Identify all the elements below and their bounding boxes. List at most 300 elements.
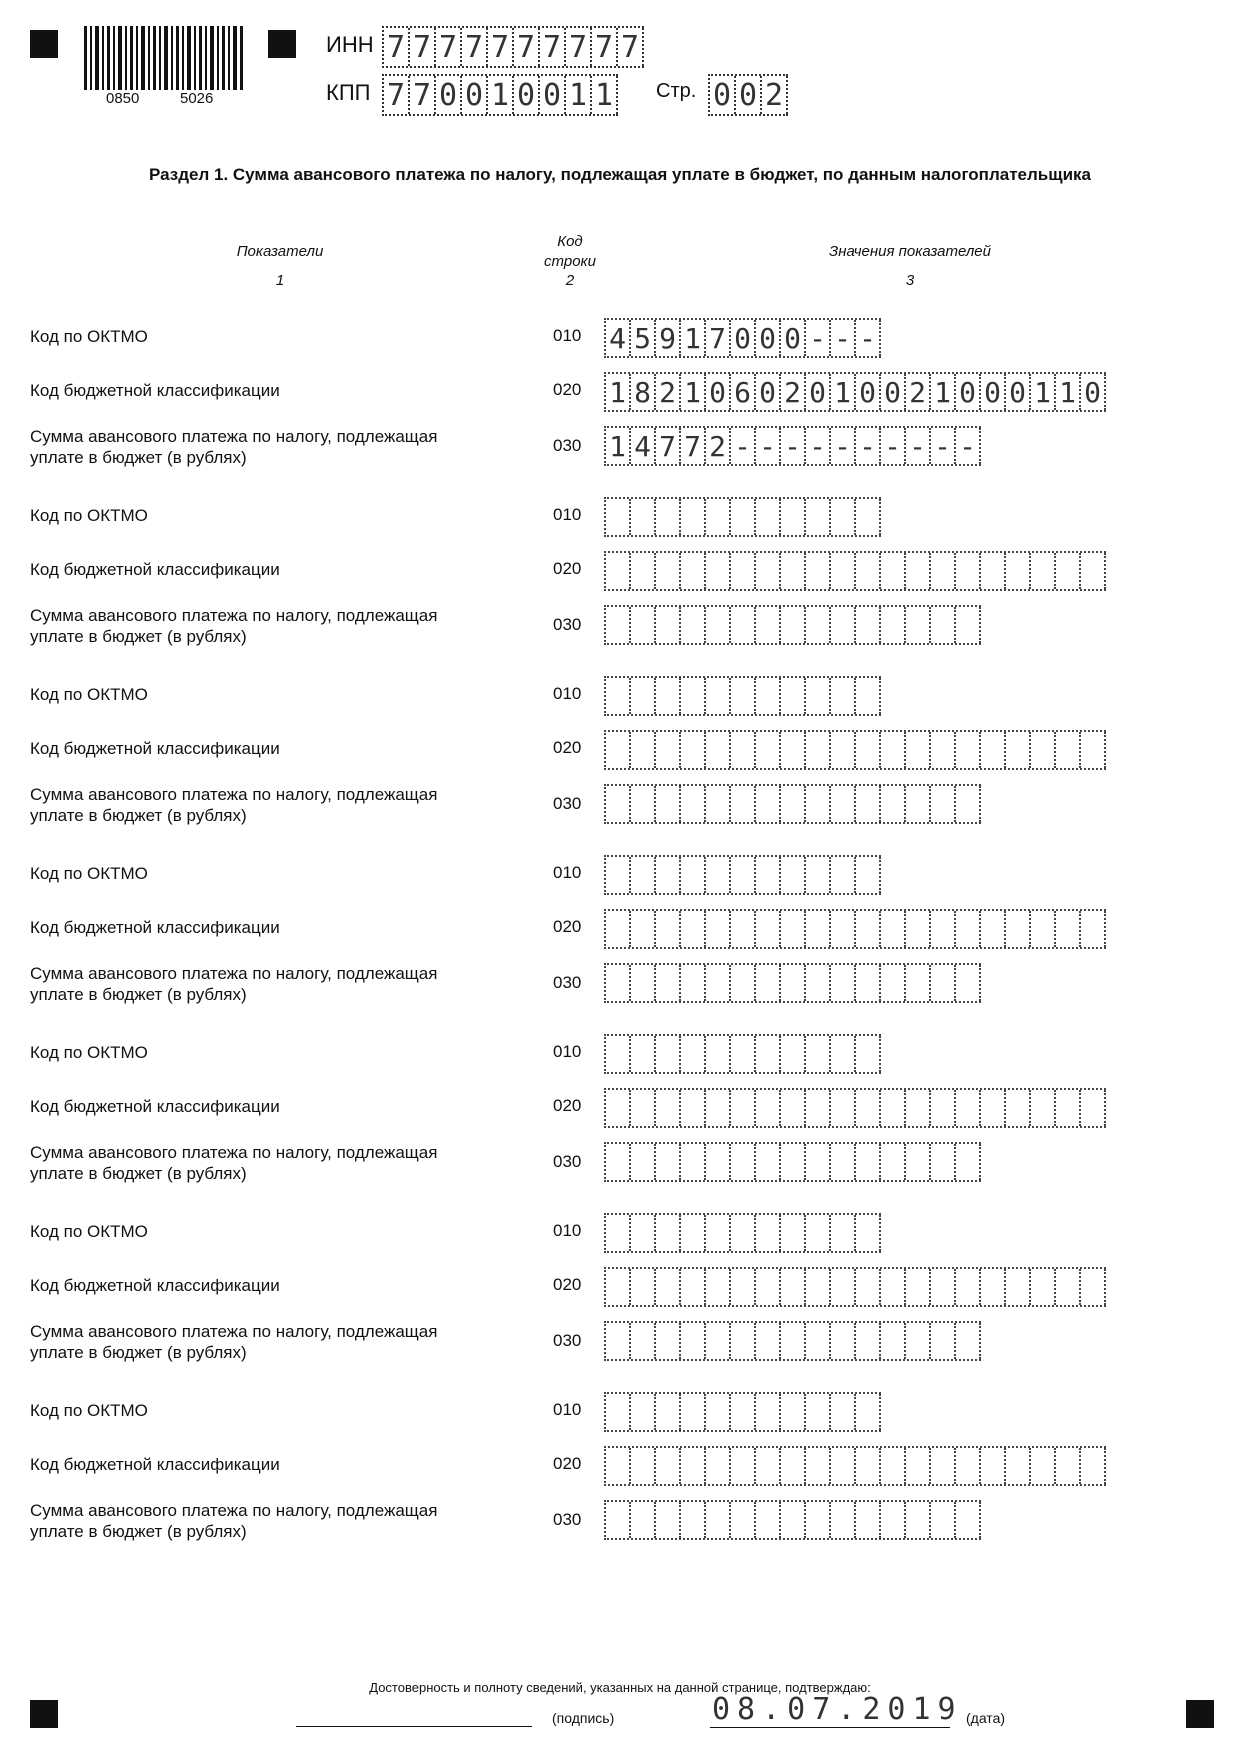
value-cell xyxy=(656,678,681,714)
sum-field[interactable] xyxy=(604,426,981,466)
value-cell xyxy=(781,1394,806,1430)
value-cell: 0 xyxy=(956,374,981,410)
value-cell xyxy=(731,1215,756,1251)
value-cell xyxy=(856,1448,881,1484)
oktmo-label: Код по ОКТМО xyxy=(30,685,148,704)
line-code-010: 010 xyxy=(553,1042,582,1061)
value-cell xyxy=(1056,911,1081,947)
value-cell: 1 xyxy=(606,374,631,410)
value-cell xyxy=(1031,911,1056,947)
value-cell xyxy=(856,965,881,1001)
oktmo-field[interactable] xyxy=(604,676,881,716)
sum-label-line1: Сумма авансового платежа по налогу, подлежащая xyxy=(30,1143,438,1162)
corner-marker-top-left xyxy=(30,30,58,58)
line-code-030: 030 xyxy=(553,436,582,455)
value-cell: 1 xyxy=(931,374,956,410)
value-cell xyxy=(656,553,681,589)
value-cell xyxy=(881,1144,906,1180)
sum-label-line1: Сумма авансового платежа по налогу, подлежащая xyxy=(30,427,438,446)
barcode xyxy=(84,26,244,90)
confirmation-statement: Достоверность и полноту сведений, указанных на данной странице, подтверждаю: xyxy=(369,1680,871,1695)
sum-label xyxy=(30,784,500,826)
value-cell xyxy=(706,1502,731,1538)
value-cell xyxy=(831,911,856,947)
value-cell xyxy=(631,965,656,1001)
kbk-field[interactable] xyxy=(604,551,1106,591)
value-cell xyxy=(906,1090,931,1126)
value-cell xyxy=(956,607,981,643)
sum-label xyxy=(30,1500,500,1542)
value-cell xyxy=(631,857,656,893)
value-cell xyxy=(731,553,756,589)
value-cell xyxy=(856,499,881,535)
value-cell xyxy=(806,1036,831,1072)
value-cell xyxy=(656,1394,681,1430)
value-cell xyxy=(656,911,681,947)
value-cell xyxy=(956,1502,981,1538)
value-cell xyxy=(856,1323,881,1359)
value-cell xyxy=(856,732,881,768)
digit-cell: 7 xyxy=(384,28,410,66)
value-cell xyxy=(1056,1090,1081,1126)
value-cell xyxy=(781,607,806,643)
barcode-number-right: 5026 xyxy=(180,90,214,107)
value-cell xyxy=(881,1323,906,1359)
value-cell: - xyxy=(906,428,931,464)
line-code-030: 030 xyxy=(553,1331,582,1350)
value-cell xyxy=(731,1323,756,1359)
value-cell: 0 xyxy=(856,374,881,410)
value-cell xyxy=(706,732,731,768)
value-cell xyxy=(931,1090,956,1126)
digit-cell: 1 xyxy=(566,76,592,114)
value-cell xyxy=(681,965,706,1001)
value-cell xyxy=(681,1269,706,1305)
value-cell xyxy=(606,786,631,822)
value-cell xyxy=(856,1144,881,1180)
value-cell xyxy=(631,1215,656,1251)
signature-line[interactable] xyxy=(296,1726,532,1727)
value-cell xyxy=(756,1323,781,1359)
value-cell: 2 xyxy=(781,374,806,410)
value-cell xyxy=(681,553,706,589)
column-1-number: 1 xyxy=(275,272,285,289)
value-cell xyxy=(756,1090,781,1126)
corner-marker-bottom-right xyxy=(1186,1700,1214,1728)
line-code-030: 030 xyxy=(553,1510,582,1529)
value-cell xyxy=(906,553,931,589)
oktmo-label: Код по ОКТМО xyxy=(30,327,148,346)
value-cell xyxy=(1006,1269,1031,1305)
value-cell xyxy=(731,1394,756,1430)
kbk-field[interactable] xyxy=(604,730,1106,770)
value-cell: - xyxy=(806,428,831,464)
value-cell xyxy=(956,786,981,822)
value-cell xyxy=(781,1090,806,1126)
digit-cell: 2 xyxy=(762,76,788,114)
value-cell xyxy=(681,1144,706,1180)
value-cell xyxy=(731,607,756,643)
digit-cell: 7 xyxy=(384,76,410,114)
kbk-field[interactable] xyxy=(604,1446,1106,1486)
oktmo-field[interactable] xyxy=(604,318,881,358)
value-cell: 1 xyxy=(1056,374,1081,410)
line-code-030: 030 xyxy=(553,973,582,992)
value-cell xyxy=(1081,911,1106,947)
value-cell xyxy=(756,1036,781,1072)
value-cell xyxy=(931,1323,956,1359)
oktmo-label: Код по ОКТМО xyxy=(30,506,148,525)
kbk-field[interactable] xyxy=(604,372,1106,412)
value-cell xyxy=(856,1394,881,1430)
digit-cell: 7 xyxy=(618,28,644,66)
oktmo-field[interactable] xyxy=(604,855,881,895)
value-cell xyxy=(931,911,956,947)
value-cell xyxy=(781,1323,806,1359)
value-cell xyxy=(631,553,656,589)
sum-label xyxy=(30,963,500,1005)
value-cell xyxy=(781,1144,806,1180)
value-cell xyxy=(831,553,856,589)
value-cell xyxy=(831,1215,856,1251)
column-3-title: Значения показателей xyxy=(828,243,991,260)
value-cell xyxy=(781,1269,806,1305)
kpp-field[interactable] xyxy=(382,74,618,116)
value-cell xyxy=(956,1090,981,1126)
value-cell xyxy=(731,678,756,714)
value-cell: 0 xyxy=(756,320,781,356)
line-code-010: 010 xyxy=(553,505,582,524)
sum-label xyxy=(30,426,500,468)
value-cell xyxy=(606,1448,631,1484)
value-cell xyxy=(606,607,631,643)
value-cell xyxy=(731,1502,756,1538)
line-code-010: 010 xyxy=(553,863,582,882)
value-cell: 9 xyxy=(656,320,681,356)
kbk-field[interactable] xyxy=(604,1267,1106,1307)
page-number-field[interactable] xyxy=(708,74,788,116)
value-cell xyxy=(806,965,831,1001)
value-cell xyxy=(756,607,781,643)
value-cell xyxy=(606,553,631,589)
value-cell xyxy=(856,1215,881,1251)
value-cell xyxy=(806,732,831,768)
value-cell: 7 xyxy=(706,320,731,356)
sum-label-line2: уплате в бюджет (в рублях) xyxy=(30,448,247,467)
value-cell xyxy=(731,499,756,535)
line-code-010: 010 xyxy=(553,1221,582,1240)
value-cell xyxy=(956,553,981,589)
value-cell xyxy=(731,1036,756,1072)
value-cell xyxy=(1031,1090,1056,1126)
value-cell xyxy=(856,1502,881,1538)
oktmo-field[interactable] xyxy=(604,1034,881,1074)
value-cell xyxy=(731,1448,756,1484)
value-cell xyxy=(781,965,806,1001)
value-cell xyxy=(656,1323,681,1359)
oktmo-label: Код по ОКТМО xyxy=(30,1043,148,1062)
sum-label-line1: Сумма авансового платежа по налогу, подлежащая xyxy=(30,785,438,804)
sum-label-line2: уплате в бюджет (в рублях) xyxy=(30,1343,247,1362)
sum-label-line1: Сумма авансового платежа по налогу, подлежащая xyxy=(30,606,438,625)
value-cell: 1 xyxy=(831,374,856,410)
value-cell xyxy=(756,965,781,1001)
value-cell xyxy=(981,1269,1006,1305)
value-cell xyxy=(756,1215,781,1251)
value-cell: - xyxy=(731,428,756,464)
column-1-title: Показатели xyxy=(236,243,324,260)
inn-field[interactable] xyxy=(382,26,644,68)
line-code-020: 020 xyxy=(553,380,582,399)
line-code-030: 030 xyxy=(553,615,582,634)
value-cell xyxy=(1081,1448,1106,1484)
value-cell xyxy=(606,1036,631,1072)
value-cell xyxy=(1081,553,1106,589)
page-label: Стр. xyxy=(656,80,697,102)
digit-cell: 0 xyxy=(736,76,762,114)
value-cell xyxy=(656,1036,681,1072)
kbk-field[interactable] xyxy=(604,1088,1106,1128)
value-cell: 7 xyxy=(681,428,706,464)
value-cell xyxy=(1081,1269,1106,1305)
oktmo-field[interactable] xyxy=(604,497,881,537)
value-cell xyxy=(706,1394,731,1430)
sum-field[interactable] xyxy=(604,784,981,824)
value-cell xyxy=(656,1269,681,1305)
value-cell: 4 xyxy=(606,320,631,356)
digit-cell: 7 xyxy=(488,28,514,66)
date-value[interactable]: 08.07.2019 xyxy=(712,1692,963,1727)
value-cell xyxy=(1056,553,1081,589)
value-cell xyxy=(1031,732,1056,768)
value-cell xyxy=(681,499,706,535)
line-code-010: 010 xyxy=(553,684,582,703)
value-cell xyxy=(806,1269,831,1305)
oktmo-field[interactable] xyxy=(604,1392,881,1432)
value-cell xyxy=(781,911,806,947)
value-cell xyxy=(981,732,1006,768)
corner-marker-bottom-left xyxy=(30,1700,58,1728)
value-cell xyxy=(706,1144,731,1180)
value-cell xyxy=(656,499,681,535)
line-code-020: 020 xyxy=(553,559,582,578)
value-cell xyxy=(856,911,881,947)
sum-label xyxy=(30,1142,500,1184)
value-cell xyxy=(681,1036,706,1072)
value-cell: 8 xyxy=(631,374,656,410)
value-cell xyxy=(856,607,881,643)
value-cell xyxy=(656,857,681,893)
value-cell xyxy=(706,678,731,714)
value-cell xyxy=(606,1394,631,1430)
signature-label: (подпись) xyxy=(552,1710,615,1726)
value-cell xyxy=(1056,1269,1081,1305)
sum-field[interactable] xyxy=(604,605,981,645)
value-cell xyxy=(1081,1090,1106,1126)
oktmo-label: Код по ОКТМО xyxy=(30,864,148,883)
value-cell xyxy=(706,786,731,822)
line-code-020: 020 xyxy=(553,917,582,936)
kbk-label: Код бюджетной классификации xyxy=(30,1276,280,1295)
value-cell xyxy=(906,1502,931,1538)
value-cell xyxy=(1006,732,1031,768)
value-cell xyxy=(631,607,656,643)
date-line xyxy=(710,1727,950,1728)
digit-cell: 7 xyxy=(540,28,566,66)
value-cell xyxy=(656,1448,681,1484)
value-cell xyxy=(806,1144,831,1180)
value-cell: 0 xyxy=(1081,374,1106,410)
value-cell xyxy=(631,499,656,535)
value-cell xyxy=(731,786,756,822)
value-cell xyxy=(781,857,806,893)
value-cell xyxy=(1006,911,1031,947)
value-cell xyxy=(856,1036,881,1072)
digit-cell: 0 xyxy=(514,76,540,114)
sum-field[interactable] xyxy=(604,963,981,1003)
value-cell xyxy=(706,553,731,589)
value-cell xyxy=(906,786,931,822)
value-cell xyxy=(806,607,831,643)
value-cell xyxy=(781,1502,806,1538)
value-cell xyxy=(731,965,756,1001)
value-cell xyxy=(931,607,956,643)
value-cell xyxy=(781,553,806,589)
sum-field[interactable] xyxy=(604,1321,981,1361)
value-cell xyxy=(756,678,781,714)
value-cell xyxy=(606,499,631,535)
sum-field[interactable] xyxy=(604,1142,981,1182)
value-cell xyxy=(906,732,931,768)
value-cell xyxy=(881,607,906,643)
value-cell: - xyxy=(856,320,881,356)
value-cell xyxy=(856,553,881,589)
value-cell xyxy=(631,1036,656,1072)
sum-label xyxy=(30,1321,500,1363)
value-cell xyxy=(806,499,831,535)
value-cell xyxy=(656,1144,681,1180)
value-cell xyxy=(781,1448,806,1484)
value-cell xyxy=(656,732,681,768)
digit-cell: 7 xyxy=(436,28,462,66)
value-cell xyxy=(731,732,756,768)
kbk-field[interactable] xyxy=(604,909,1106,949)
value-cell xyxy=(706,1323,731,1359)
value-cell xyxy=(856,1090,881,1126)
value-cell xyxy=(931,1448,956,1484)
value-cell xyxy=(681,857,706,893)
value-cell xyxy=(1006,1448,1031,1484)
value-cell xyxy=(806,1394,831,1430)
value-cell: - xyxy=(931,428,956,464)
oktmo-label: Код по ОКТМО xyxy=(30,1222,148,1241)
value-cell xyxy=(856,678,881,714)
value-cell xyxy=(831,1394,856,1430)
value-cell: 2 xyxy=(656,374,681,410)
value-cell: - xyxy=(856,428,881,464)
value-cell xyxy=(831,607,856,643)
value-cell: 0 xyxy=(781,320,806,356)
value-cell xyxy=(831,1144,856,1180)
value-cell xyxy=(906,965,931,1001)
value-cell xyxy=(631,1394,656,1430)
value-cell: 1 xyxy=(1031,374,1056,410)
value-cell xyxy=(706,911,731,947)
value-cell xyxy=(631,1323,656,1359)
value-cell xyxy=(956,1144,981,1180)
oktmo-field[interactable] xyxy=(604,1213,881,1253)
value-cell xyxy=(1056,1448,1081,1484)
sum-label-line2: уплате в бюджет (в рублях) xyxy=(30,627,247,646)
value-cell xyxy=(781,732,806,768)
value-cell xyxy=(756,732,781,768)
value-cell xyxy=(806,1502,831,1538)
value-cell xyxy=(856,786,881,822)
value-cell: 0 xyxy=(731,320,756,356)
value-cell xyxy=(706,1448,731,1484)
value-cell xyxy=(606,678,631,714)
value-cell xyxy=(631,732,656,768)
value-cell xyxy=(731,1144,756,1180)
line-code-020: 020 xyxy=(553,1096,582,1115)
sum-label-line1: Сумма авансового платежа по налогу, подлежащая xyxy=(30,1501,438,1520)
value-cell: 4 xyxy=(631,428,656,464)
value-cell xyxy=(756,1394,781,1430)
value-cell xyxy=(881,1090,906,1126)
value-cell xyxy=(931,1269,956,1305)
date-label: (дата) xyxy=(966,1710,1006,1726)
sum-field[interactable] xyxy=(604,1500,981,1540)
value-cell xyxy=(731,1269,756,1305)
value-cell xyxy=(931,965,956,1001)
value-cell xyxy=(956,965,981,1001)
inn-label: ИНН xyxy=(326,32,374,57)
value-cell xyxy=(706,857,731,893)
value-cell xyxy=(806,678,831,714)
value-cell: 2 xyxy=(706,428,731,464)
kbk-label: Код бюджетной классификации xyxy=(30,739,280,758)
value-cell xyxy=(781,1036,806,1072)
value-cell xyxy=(656,1215,681,1251)
value-cell xyxy=(606,911,631,947)
value-cell: 1 xyxy=(681,374,706,410)
digit-cell: 7 xyxy=(566,28,592,66)
digit-cell: 0 xyxy=(436,76,462,114)
value-cell xyxy=(1031,553,1056,589)
value-cell xyxy=(631,1502,656,1538)
value-cell: - xyxy=(881,428,906,464)
value-cell xyxy=(856,857,881,893)
value-cell xyxy=(831,1090,856,1126)
value-cell xyxy=(631,1448,656,1484)
value-cell xyxy=(856,1269,881,1305)
value-cell xyxy=(631,678,656,714)
value-cell xyxy=(631,1144,656,1180)
value-cell xyxy=(756,857,781,893)
column-2-title-line1: Код xyxy=(557,233,583,250)
digit-cell: 7 xyxy=(592,28,618,66)
kbk-label: Код бюджетной классификации xyxy=(30,560,280,579)
value-cell xyxy=(831,732,856,768)
value-cell xyxy=(831,1269,856,1305)
value-cell xyxy=(806,1090,831,1126)
value-cell xyxy=(806,1448,831,1484)
value-cell: 0 xyxy=(881,374,906,410)
value-cell xyxy=(781,499,806,535)
value-cell xyxy=(906,607,931,643)
value-cell: 7 xyxy=(656,428,681,464)
sum-label-line2: уплате в бюджет (в рублях) xyxy=(30,1522,247,1541)
